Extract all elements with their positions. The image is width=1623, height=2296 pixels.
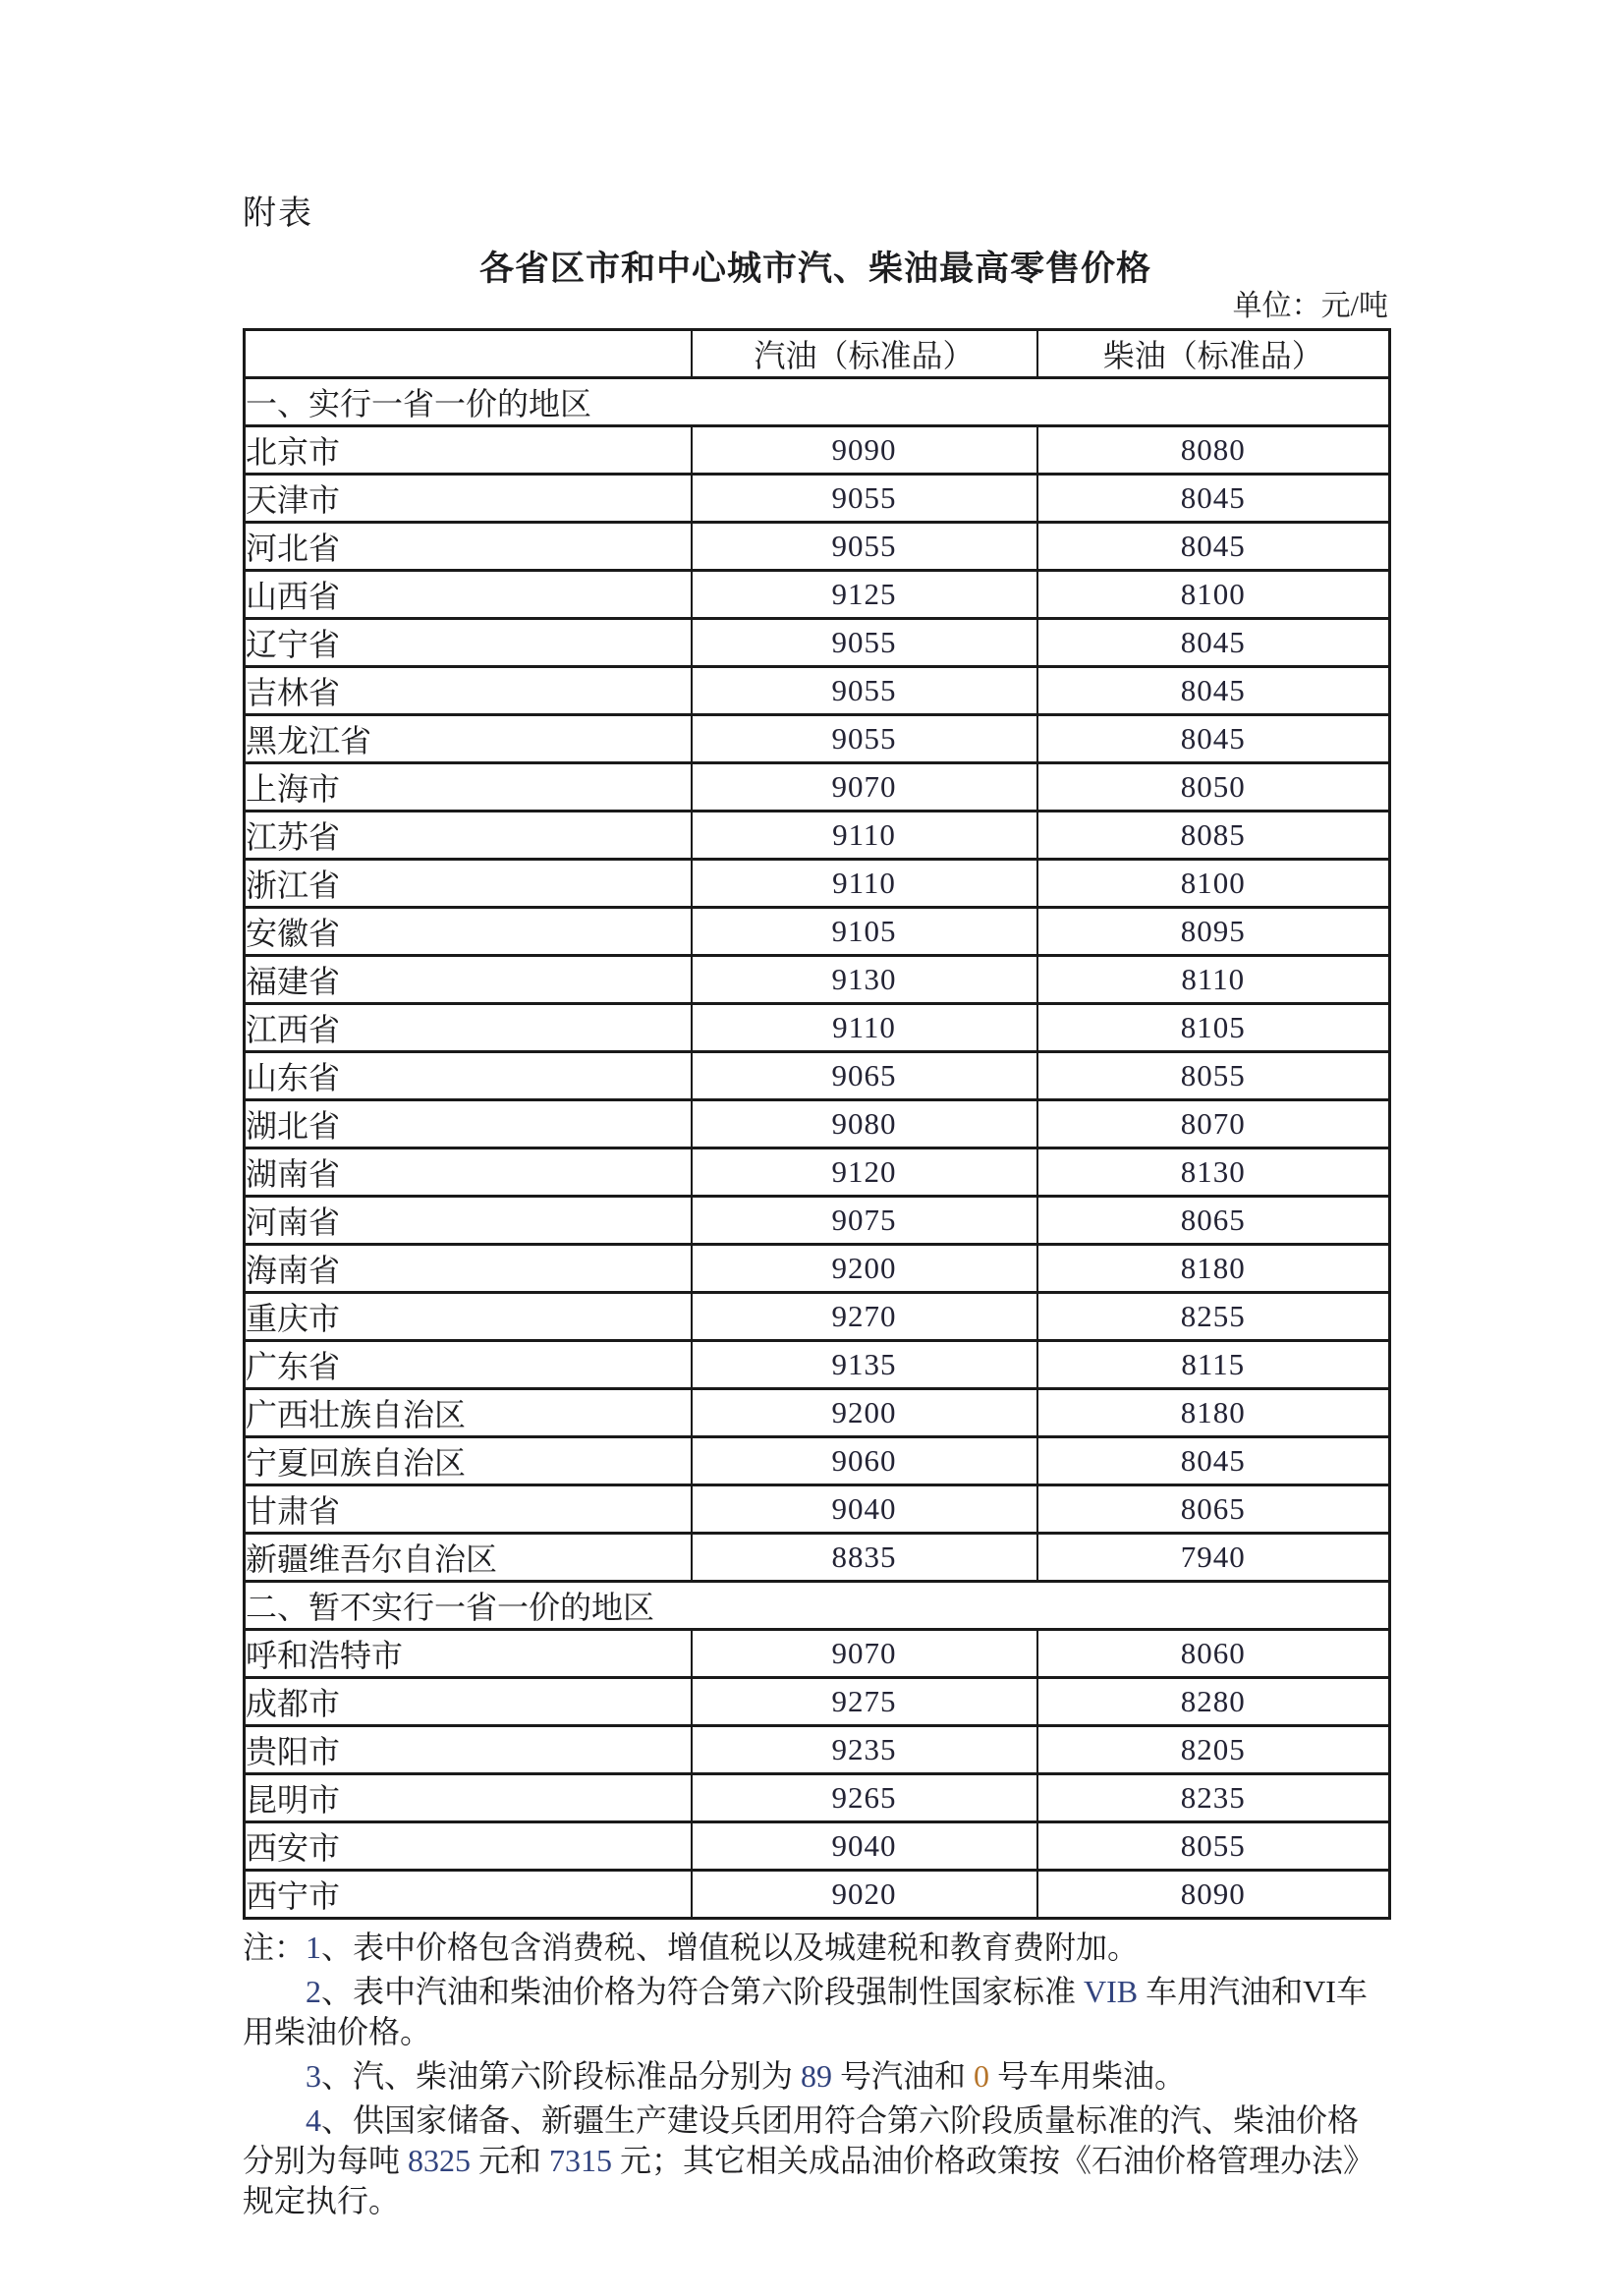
region-cell: 湖南省 [245, 1148, 692, 1197]
region-cell: 安徽省 [245, 908, 692, 956]
table-row [245, 667, 1390, 715]
table-row [245, 426, 1390, 475]
region-cell: 湖北省 [245, 1100, 692, 1148]
note-2-number: 2 [306, 1974, 321, 2009]
table-row [245, 1726, 1390, 1774]
gasoline-price-cell: 9200 [692, 1389, 1037, 1437]
region-cell: 辽宁省 [245, 619, 692, 667]
note-2-text: 表中汽油和柴油价格为符合第六阶段强制性国家标准 [353, 1974, 1085, 2009]
region-cell: 新疆维吾尔自治区 [245, 1534, 692, 1582]
region-cell: 海南省 [245, 1245, 692, 1293]
table-row [245, 571, 1390, 619]
note-3-text: 汽、柴油第六阶段标准品分别为 [353, 2058, 802, 2094]
table-row [245, 1100, 1390, 1148]
gasoline-price-cell: 9055 [692, 667, 1037, 715]
region-cell: 重庆市 [245, 1293, 692, 1341]
table-row [245, 475, 1390, 523]
gasoline-price-cell: 9110 [692, 812, 1037, 860]
note-4-text-end: 元；其它相关成品油价格政策按《石油价格管理办法》规定执行。 [243, 2143, 1375, 2218]
note-3-number: 3 [306, 2058, 321, 2094]
region-cell: 江西省 [245, 1004, 692, 1052]
region-cell: 昆明市 [245, 1774, 692, 1822]
region-cell: 甘肃省 [245, 1485, 692, 1534]
note-1 [243, 1928, 1388, 1968]
table-row [245, 1389, 1390, 1437]
region-cell: 贵阳市 [245, 1726, 692, 1774]
note-4-number: 4 [306, 2102, 321, 2138]
unit-label: 单位：元/吨 [1232, 290, 1388, 322]
region-cell: 北京市 [245, 426, 692, 475]
region-cell: 呼和浩特市 [245, 1630, 692, 1678]
table-row [245, 1052, 1390, 1100]
section-header: 一、实行一省一价的地区 [245, 378, 1390, 426]
region-cell: 吉林省 [245, 667, 692, 715]
diesel-price-cell: 8105 [1037, 1004, 1390, 1052]
appendix-label: 附表 [243, 196, 313, 232]
gasoline-price-cell: 9200 [692, 1245, 1037, 1293]
price-table-header [245, 330, 1390, 378]
gasoline-price-cell: 9125 [692, 571, 1037, 619]
region-cell: 上海市 [245, 763, 692, 812]
diesel-price-cell: 8085 [1037, 812, 1390, 860]
note-2-standard-code: VIB [1084, 1974, 1139, 2009]
table-row [245, 1341, 1390, 1389]
diesel-price-cell: 8235 [1037, 1774, 1390, 1822]
table-row [245, 1148, 1390, 1197]
region-column-header [245, 330, 692, 378]
note-1-separator: 、 [321, 1930, 354, 1965]
notes [243, 1928, 1388, 2221]
note-4-text-mid: 元和 [471, 2143, 550, 2178]
note-4-separator: 、 [321, 2102, 354, 2138]
diesel-price-cell: 8045 [1037, 1437, 1390, 1485]
note-2 [243, 1972, 1388, 2052]
diesel-price-cell: 8065 [1037, 1197, 1390, 1245]
document-title: 各省区市和中心城市汽、柴油最高零售价格 [478, 250, 1151, 288]
diesel-price-cell: 8060 [1037, 1630, 1390, 1678]
gasoline-price-cell: 9020 [692, 1871, 1037, 1919]
diesel-price-cell: 8045 [1037, 715, 1390, 763]
note-4-text: 供国家储备、新疆生产建设兵团用符合第六阶段质量标准的汽、柴油价格分别为每吨 [243, 2102, 1360, 2178]
gasoline-price-cell: 9075 [692, 1197, 1037, 1245]
gasoline-price-cell: 9040 [692, 1822, 1037, 1871]
region-cell: 河北省 [245, 523, 692, 571]
table-row [245, 763, 1390, 812]
gasoline-price-cell: 9055 [692, 475, 1037, 523]
price-table-body [245, 378, 1390, 1919]
table-row [245, 1534, 1390, 1582]
note-3-gasoline-grade: 89 [801, 2058, 833, 2094]
gasoline-price-cell: 9120 [692, 1148, 1037, 1197]
notes-label: 注： [243, 1930, 307, 1965]
gasoline-price-cell: 9055 [692, 523, 1037, 571]
region-cell: 黑龙江省 [245, 715, 692, 763]
diesel-price-cell: 8205 [1037, 1726, 1390, 1774]
table-row [245, 812, 1390, 860]
section-header-row [245, 1582, 1390, 1630]
diesel-price-cell: 8070 [1037, 1100, 1390, 1148]
header-row [245, 330, 1390, 378]
gasoline-price-cell: 8835 [692, 1534, 1037, 1582]
diesel-price-cell: 8055 [1037, 1052, 1390, 1100]
gasoline-price-cell: 9275 [692, 1678, 1037, 1726]
region-cell: 宁夏回族自治区 [245, 1437, 692, 1485]
gasoline-price-cell: 9090 [692, 426, 1037, 475]
diesel-price-cell: 7940 [1037, 1534, 1390, 1582]
table-row [245, 1437, 1390, 1485]
note-3-text-mid: 号汽油和 [832, 2058, 975, 2094]
gasoline-price-cell: 9130 [692, 956, 1037, 1004]
diesel-price-cell: 8180 [1037, 1245, 1390, 1293]
region-cell: 山西省 [245, 571, 692, 619]
table-row [245, 523, 1390, 571]
region-cell: 江苏省 [245, 812, 692, 860]
diesel-column-header: 柴油（标准品） [1037, 330, 1390, 378]
note-3-diesel-grade: 0 [974, 2058, 990, 2094]
gasoline-price-cell: 9270 [692, 1293, 1037, 1341]
note-1-number: 1 [306, 1930, 322, 1965]
gasoline-price-cell: 9040 [692, 1485, 1037, 1534]
note-2-separator: 、 [321, 1974, 354, 2009]
note-4 [243, 2100, 1388, 2221]
diesel-price-cell: 8090 [1037, 1871, 1390, 1919]
diesel-price-cell: 8280 [1037, 1678, 1390, 1726]
diesel-price-cell: 8180 [1037, 1389, 1390, 1437]
document-page [243, 193, 1388, 2221]
diesel-price-cell: 8045 [1037, 619, 1390, 667]
diesel-price-cell: 8045 [1037, 667, 1390, 715]
gasoline-price-cell: 9235 [692, 1726, 1037, 1774]
region-cell: 天津市 [245, 475, 692, 523]
table-row [245, 619, 1390, 667]
region-cell: 河南省 [245, 1197, 692, 1245]
gasoline-price-cell: 9070 [692, 763, 1037, 812]
price-table [243, 328, 1391, 1920]
region-cell: 成都市 [245, 1678, 692, 1726]
table-row [245, 1678, 1390, 1726]
note-2-text-end: 车用汽油和VI车用柴油价格。 [243, 1974, 1368, 2049]
note-1-text: 表中价格包含消费税、增值税以及城建税和教育费附加。 [353, 1930, 1140, 1965]
gasoline-price-cell: 9105 [692, 908, 1037, 956]
note-3 [243, 2056, 1388, 2097]
note-3-text-end: 号车用柴油。 [989, 2058, 1187, 2094]
diesel-price-cell: 8110 [1037, 956, 1390, 1004]
gasoline-price-cell: 9055 [692, 619, 1037, 667]
region-cell: 浙江省 [245, 860, 692, 908]
gasoline-price-cell: 9060 [692, 1437, 1037, 1485]
gasoline-price-cell: 9055 [692, 715, 1037, 763]
diesel-price-cell: 8100 [1037, 571, 1390, 619]
region-cell: 山东省 [245, 1052, 692, 1100]
note-3-separator: 、 [321, 2058, 354, 2094]
diesel-price-cell: 8065 [1037, 1485, 1390, 1534]
table-row [245, 715, 1390, 763]
diesel-price-cell: 8050 [1037, 763, 1390, 812]
table-row [245, 1293, 1390, 1341]
table-row [245, 1245, 1390, 1293]
diesel-price-cell: 8080 [1037, 426, 1390, 475]
region-cell: 广东省 [245, 1341, 692, 1389]
note-4-gasoline-price: 8325 [408, 2143, 472, 2178]
gasoline-price-cell: 9110 [692, 1004, 1037, 1052]
gasoline-price-cell: 9070 [692, 1630, 1037, 1678]
table-row [245, 1774, 1390, 1822]
region-cell: 广西壮族自治区 [245, 1389, 692, 1437]
diesel-price-cell: 8045 [1037, 523, 1390, 571]
gasoline-price-cell: 9135 [692, 1341, 1037, 1389]
section-header: 二、暂不实行一省一价的地区 [245, 1582, 1390, 1630]
table-row [245, 908, 1390, 956]
table-row [245, 1630, 1390, 1678]
table-row [245, 1197, 1390, 1245]
diesel-price-cell: 8130 [1037, 1148, 1390, 1197]
table-row [245, 1871, 1390, 1919]
diesel-price-cell: 8115 [1037, 1341, 1390, 1389]
section-header-row [245, 378, 1390, 426]
region-cell: 福建省 [245, 956, 692, 1004]
diesel-price-cell: 8055 [1037, 1822, 1390, 1871]
table-row [245, 860, 1390, 908]
gasoline-price-cell: 9065 [692, 1052, 1037, 1100]
diesel-price-cell: 8100 [1037, 860, 1390, 908]
table-row [245, 1485, 1390, 1534]
diesel-price-cell: 8255 [1037, 1293, 1390, 1341]
gasoline-price-cell: 9080 [692, 1100, 1037, 1148]
diesel-price-cell: 8045 [1037, 475, 1390, 523]
gasoline-price-cell: 9110 [692, 860, 1037, 908]
region-cell: 西安市 [245, 1822, 692, 1871]
table-row [245, 1822, 1390, 1871]
gasoline-price-cell: 9265 [692, 1774, 1037, 1822]
note-4-diesel-price: 7315 [549, 2143, 613, 2178]
gasoline-column-header: 汽油（标准品） [692, 330, 1037, 378]
table-row [245, 1004, 1390, 1052]
table-row [245, 956, 1390, 1004]
diesel-price-cell: 8095 [1037, 908, 1390, 956]
region-cell: 西宁市 [245, 1871, 692, 1919]
